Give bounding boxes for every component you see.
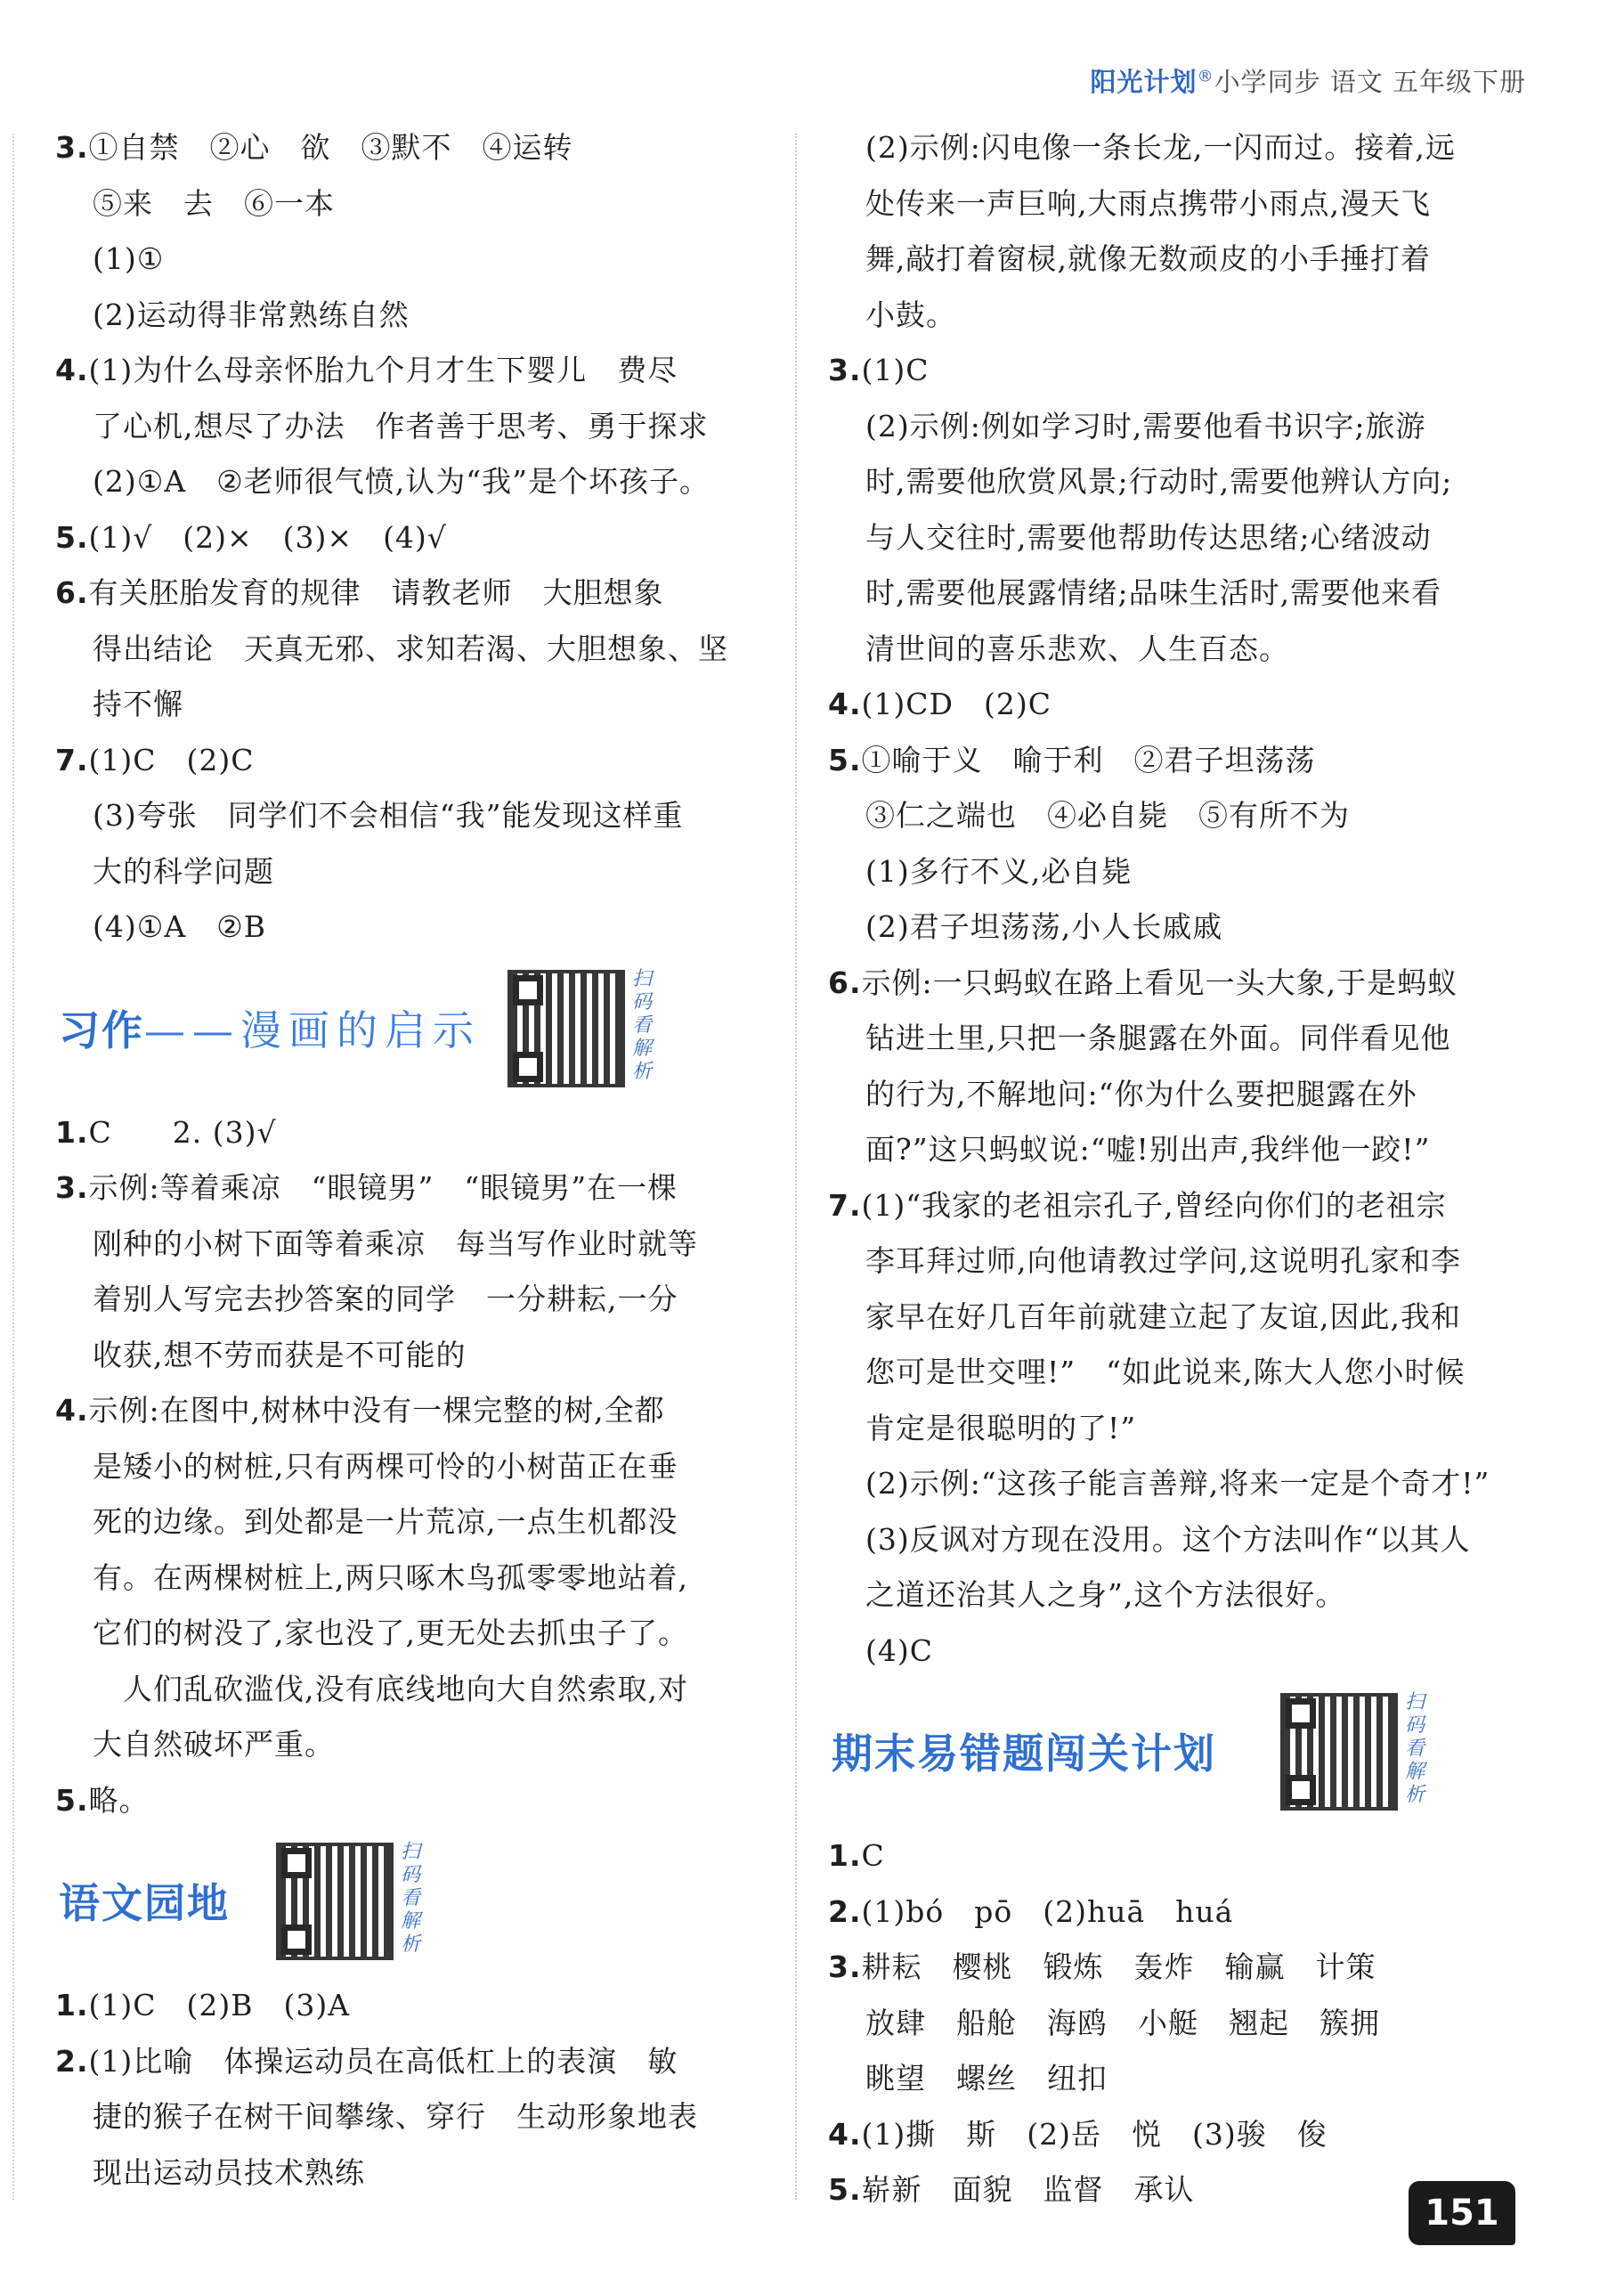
answer-line [828, 1567, 1531, 1624]
question-number: 3. [828, 353, 862, 387]
answer-text: 之道还治其人之身”,这个方法很好。 [865, 1577, 1346, 1612]
question-number: 3. [55, 1170, 89, 1205]
answer-block [55, 1978, 759, 2201]
answer-text: (2)君子坦荡荡,小人长戚戚 [865, 909, 1223, 944]
answer-text: (1)bó pō (2)huā huá [861, 1893, 1234, 1929]
answer-text: ③仁之端也 ④必自毙 ⑤有所不为 [865, 798, 1350, 833]
section-title: 语文园地 [59, 1879, 230, 1927]
answer-line [828, 1828, 1531, 1884]
answer-line [828, 232, 1531, 288]
answer-text: 李耳拜过师,向他请教过学问,这说明孔家和李 [865, 1243, 1461, 1278]
answer-line [828, 343, 1531, 399]
page-header [1091, 62, 1526, 99]
answer-block [55, 1105, 759, 1829]
answer-text: (4)①A ②B [93, 909, 266, 944]
answer-text: 面?”这只蚂蚁说:“嘘!别出声,我绊他一跤!” [865, 1132, 1431, 1167]
answer-line [55, 1717, 759, 1773]
answer-text: 有关胚胎发育的规律 请教老师 大胆想象 [88, 575, 664, 610]
answer-line [55, 1272, 759, 1328]
question-number: 6. [828, 965, 862, 1000]
answer-text: 得出结论 天真无邪、求知若渴、大胆想象、坚 [93, 631, 728, 666]
answer-text: C 2. (3)√ [88, 1114, 277, 1150]
question-number: 4. [828, 687, 862, 721]
answer-line [828, 956, 1531, 1012]
answer-line [828, 1290, 1531, 1346]
qr-scan-label: 扫码看解析 [632, 967, 653, 1083]
answer-text: (1)① [93, 241, 165, 276]
answer-text: (1)CD (2)C [861, 687, 1052, 721]
right-column [828, 120, 1531, 2218]
answer-text: 捷的猴子在树干间攀缘、穿行 生动形象地表 [93, 2099, 698, 2134]
answer-text: (1)C (2)B (3)A [88, 1988, 351, 2023]
answer-line [55, 1160, 759, 1217]
answer-line [828, 1624, 1531, 1680]
answer-text: (2)示例:闪电像一条长龙,一闪而过。接着,远 [865, 130, 1456, 165]
answer-line [55, 1439, 759, 1495]
left-column [55, 120, 759, 2201]
registered-mark: ® [1197, 67, 1214, 86]
answer-line [828, 622, 1531, 678]
answer-text: 它们的树没了,家也没了,更无处去抓虫子了。 [93, 1616, 688, 1650]
answer-line [828, 677, 1531, 733]
answer-line [828, 1940, 1531, 1996]
answer-line [55, 844, 759, 900]
answer-line [828, 844, 1531, 900]
question-number: 1. [55, 1988, 89, 2023]
question-number: 4. [55, 353, 89, 387]
answer-line [828, 510, 1531, 566]
answer-text: 着别人写完去抄答案的同学 一分耕耘,一分 [93, 1282, 678, 1316]
answer-line [828, 120, 1531, 176]
answer-line [828, 2107, 1531, 2163]
answer-line [55, 288, 759, 344]
answer-line [828, 1996, 1531, 2052]
page-number: 151 [1409, 2181, 1515, 2245]
answer-text: ⑤来 去 ⑥一本 [93, 185, 335, 221]
answer-line [55, 1217, 759, 1273]
answer-line [55, 510, 759, 566]
answer-text: (1)C [861, 353, 930, 387]
answer-block [828, 1828, 1531, 2218]
answer-line [828, 176, 1531, 232]
answer-line [55, 1105, 759, 1161]
qr-code-icon[interactable] [508, 970, 625, 1087]
answer-block [828, 120, 1531, 1679]
answer-line [55, 120, 759, 176]
answer-text: 人们乱砍滥伐,没有底线地向大自然索取,对 [93, 1671, 688, 1706]
answer-text: 时,需要他展露情绪;品味生活时,需要他来看 [865, 575, 1442, 610]
series-brand: 阳光计划 [1090, 67, 1198, 97]
answer-text: C [861, 1838, 885, 1873]
answer-text: (1)C (2)C [88, 742, 255, 777]
answer-text: 示例:一只蚂蚁在路上看见一头大象,于是蚂蚁 [861, 965, 1458, 1000]
section-writing [55, 965, 759, 1098]
answer-line [828, 1884, 1531, 1941]
answer-text: (3)夸张 同学们不会相信“我”能发现这样重 [93, 798, 684, 833]
answer-text: 肯定是很聪明的了!” [865, 1410, 1137, 1445]
answer-line [55, 2034, 759, 2090]
answer-line [55, 677, 759, 733]
answer-line [55, 566, 759, 622]
answer-text: 大的科学问题 [93, 853, 274, 889]
section-chinese-garden [55, 1837, 759, 1971]
left-margin-rule [12, 134, 14, 2200]
answer-text: 略。 [88, 1782, 150, 1818]
answer-text: 持不懈 [93, 687, 183, 721]
answer-text: 现出运动员技术熟练 [93, 2154, 365, 2190]
answer-line [55, 2145, 759, 2202]
answer-line [55, 622, 759, 678]
qr-code-icon[interactable] [276, 1843, 394, 1960]
qr-code-icon[interactable] [1280, 1693, 1398, 1811]
answer-line [828, 288, 1531, 344]
answer-text: 耕耘 樱桃 锻炼 轰炸 输赢 计策 [861, 1949, 1376, 1984]
answer-text: 清世间的喜乐悲欢、人生百态。 [865, 631, 1289, 666]
answer-text: 是矮小的树桩,只有两棵可怜的小树苗正在垂 [93, 1448, 678, 1484]
answer-line [55, 1606, 759, 1662]
answer-line [55, 788, 759, 844]
answer-text: 眺望 螺丝 纽扣 [865, 2061, 1108, 2096]
answer-line [828, 788, 1531, 844]
answer-line [55, 176, 759, 232]
answer-line [828, 1011, 1531, 1067]
answer-text: (2)①A ②老师很气愤,认为“我”是个坏孩子。 [93, 464, 710, 499]
answer-line [55, 343, 759, 399]
section-final-challenge [828, 1688, 1531, 1821]
question-number: 5. [828, 2172, 862, 2207]
answer-line [828, 899, 1531, 956]
question-number: 1. [828, 1838, 862, 1873]
answer-text: 大自然破坏严重。 [93, 1727, 335, 1762]
answer-line [828, 1067, 1531, 1123]
answer-line [828, 454, 1531, 510]
answer-text: (2)示例:例如学习时,需要他看书识字;旅游 [865, 408, 1426, 444]
answer-text: 示例:在图中,树林中没有一棵完整的树,全都 [88, 1393, 665, 1428]
answer-block [55, 120, 759, 956]
answer-line [828, 733, 1531, 789]
answer-text: (1)√ (2)× (3)× (4)√ [88, 519, 447, 555]
answer-line [55, 454, 759, 510]
answer-text: ①喻于义 喻于利 ②君子坦荡荡 [861, 742, 1316, 777]
answer-line [55, 1773, 759, 1829]
answer-line [55, 1383, 759, 1439]
answer-text: 与人交往时,需要他帮助传达思绪;心绪波动 [865, 519, 1432, 555]
answer-line [55, 1978, 759, 2034]
answer-line [828, 1512, 1531, 1568]
question-number: 1. [55, 1114, 89, 1150]
question-number: 5. [55, 519, 89, 555]
question-number: 2. [828, 1893, 862, 1929]
answer-line [828, 2051, 1531, 2107]
question-number: 5. [55, 1782, 89, 1818]
answer-text: 刚种的小树下面等着乘凉 每当写作业时就等 [93, 1225, 698, 1261]
answer-text: 的行为,不解地问:“你为什么要把腿露在外 [865, 1076, 1417, 1111]
answer-line [55, 1328, 759, 1384]
answer-line [828, 399, 1531, 455]
answer-text: 收获,想不劳而获是不可能的 [93, 1337, 467, 1372]
answer-line [55, 1662, 759, 1718]
answer-text: 钻进土里,只把一条腿露在外面。同伴看见他 [865, 1021, 1451, 1055]
answer-text: (4)C [865, 1632, 933, 1668]
answer-line [828, 566, 1531, 622]
answer-line [55, 399, 759, 455]
answer-text: (1)为什么母亲怀胎九个月才生下婴儿 费尽 [88, 353, 678, 387]
answer-line [55, 899, 759, 956]
answer-text: (3)反讽对方现在没用。这个方法叫作“以其人 [865, 1521, 1471, 1557]
book-info: 小学同步 语文 五年级下册 [1214, 67, 1526, 97]
answer-text: 时,需要他欣赏风景;行动时,需要他辨认方向; [865, 464, 1453, 499]
answer-line [55, 1494, 759, 1551]
answer-text: 处传来一声巨响,大雨点携带小雨点,漫天飞 [865, 185, 1431, 221]
section-title: 期末易错题闯关计划 [832, 1730, 1216, 1778]
qr-scan-label: 扫码看解析 [1405, 1691, 1425, 1806]
answer-text: 您可是世交哩!” “如此说来,陈大人您小时候 [865, 1355, 1466, 1389]
answer-line [828, 1178, 1531, 1234]
answer-line [828, 1233, 1531, 1290]
question-number: 3. [828, 1949, 862, 1984]
answer-text: 放肆 船舱 海鸥 小艇 翘起 簇拥 [865, 2005, 1380, 2040]
answer-line [828, 1456, 1531, 1512]
answer-line [828, 1122, 1531, 1178]
question-number: 7. [55, 742, 89, 777]
answer-text: (1)“我家的老祖宗孔子,曾经向你们的老祖宗 [861, 1187, 1447, 1223]
answer-text: (2)运动得非常熟练自然 [93, 297, 410, 332]
question-number: 4. [55, 1393, 89, 1428]
answer-text: 舞,敲打着窗棂,就像无数顽皮的小手捶打着 [865, 241, 1431, 276]
question-number: 3. [55, 130, 89, 165]
question-number: 6. [55, 575, 89, 610]
answer-text: 崭新 面貌 监督 承认 [861, 2172, 1195, 2207]
question-number: 5. [828, 742, 862, 777]
answer-line [828, 1345, 1531, 1401]
answer-line [828, 1401, 1531, 1457]
answer-text: (1)撕 斯 (2)岳 悦 (3)骏 俊 [861, 2116, 1328, 2152]
answer-text: (1)比喻 体操运动员在高低杠上的表演 敏 [88, 2043, 678, 2079]
answer-line [55, 1551, 759, 1607]
answer-text: (1)多行不义,必自毙 [865, 853, 1133, 889]
answer-text: 示例:等着乘凉 “眼镜男” “眼镜男”在一棵 [88, 1170, 678, 1205]
answer-text: (2)示例:“这孩子能言善辩,将来一定是个奇才!” [865, 1466, 1490, 1501]
answer-text: 死的边缘。到处都是一片荒凉,一点生机都没 [93, 1504, 678, 1539]
column-divider [795, 134, 797, 2200]
question-number: 4. [828, 2116, 862, 2152]
answer-line [55, 733, 759, 789]
qr-scan-label: 扫码看解析 [401, 1841, 421, 1956]
answer-text: 有。在两棵树桩上,两只啄木鸟孤零零地站着, [93, 1559, 688, 1595]
answer-text: 家早在好几百年前就建立起了友谊,因此,我和 [865, 1298, 1461, 1334]
question-number: 7. [828, 1187, 862, 1223]
section-title: 习作——漫画的启示 [59, 1005, 481, 1054]
question-number: 2. [55, 2043, 89, 2079]
answer-line [55, 232, 759, 288]
answer-line [55, 2089, 759, 2145]
answer-text: ①自禁 ②心 欲 ③默不 ④运转 [88, 130, 573, 165]
answer-text: 小鼓。 [865, 297, 956, 332]
answer-text: 了心机,想尽了办法 作者善于思考、勇于探求 [93, 408, 709, 444]
